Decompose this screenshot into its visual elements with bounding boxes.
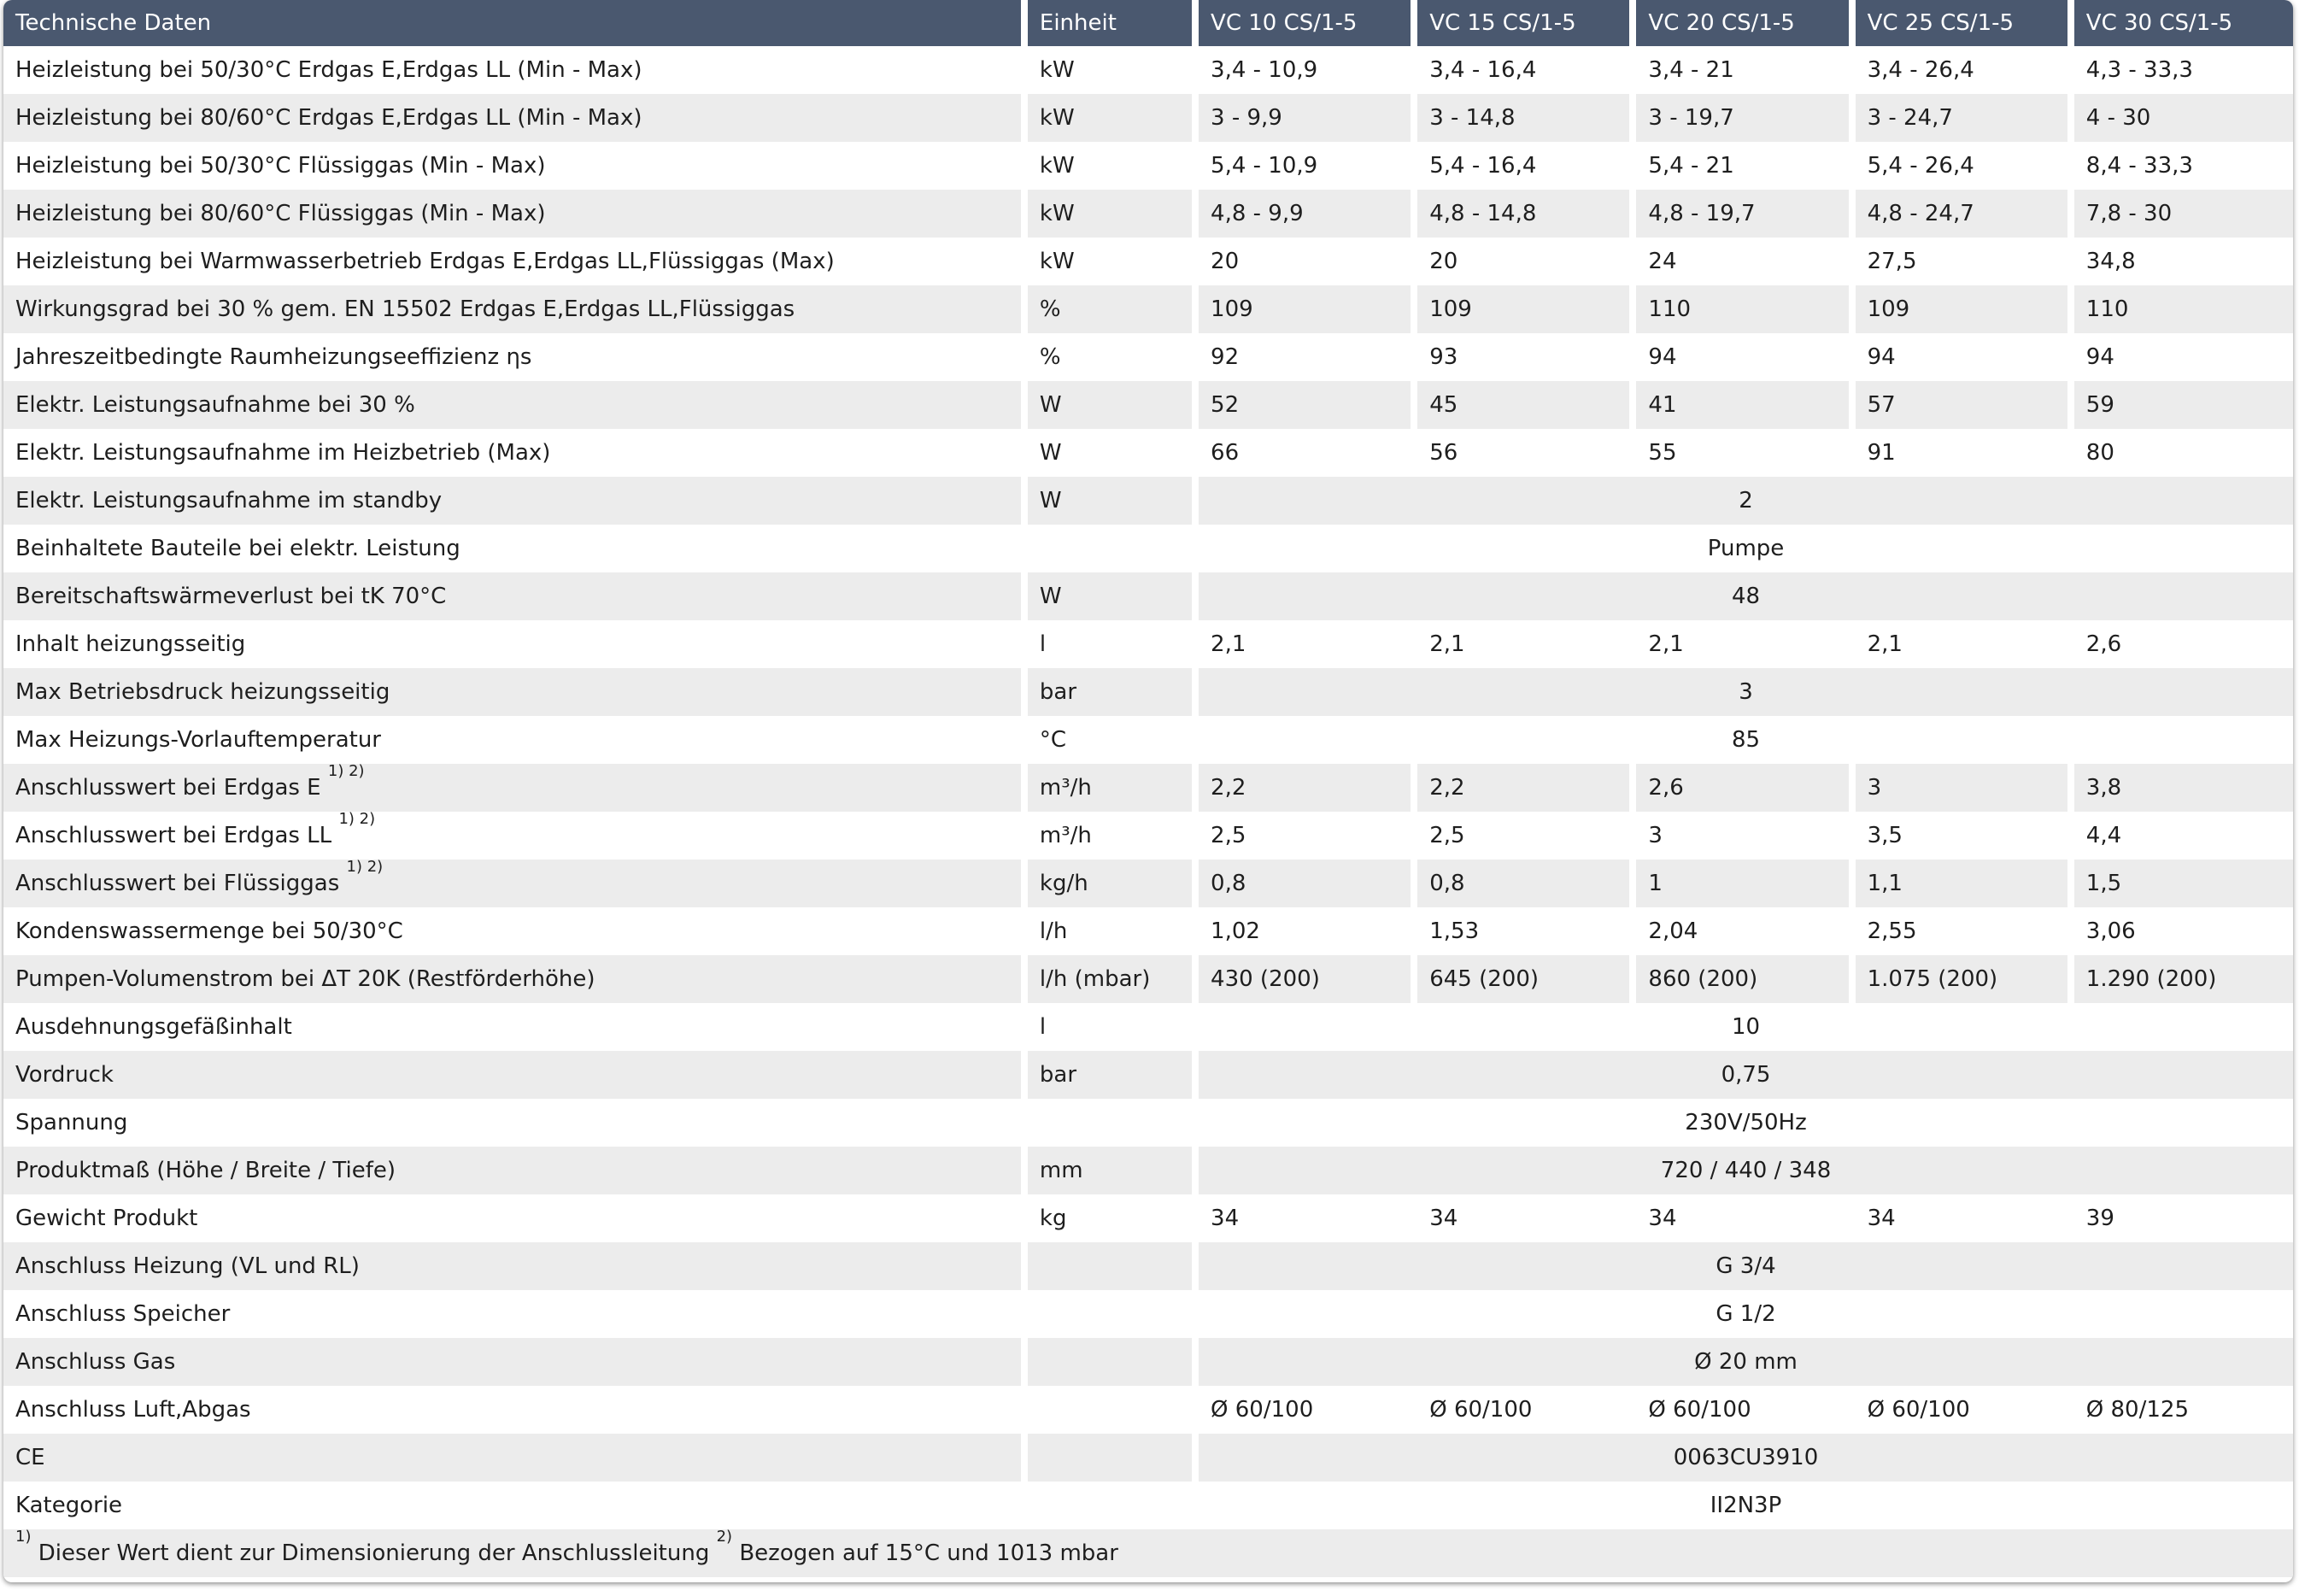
row-value: 3 - 9,9 xyxy=(1199,94,1417,142)
row-unit: l/h (mbar) xyxy=(1028,955,1199,1003)
row-value: 94 xyxy=(1856,333,2074,381)
row-label-cell xyxy=(3,1099,1028,1147)
row-label: CE xyxy=(15,1445,45,1470)
table-row xyxy=(3,525,2293,572)
row-value: 1.075 (200) xyxy=(1856,955,2074,1003)
row-value: 39 xyxy=(2074,1194,2293,1242)
row-value: 5,4 - 21 xyxy=(1636,142,1855,190)
table-row xyxy=(3,860,2293,907)
row-unit: m³/h xyxy=(1028,764,1199,812)
table-row xyxy=(3,1482,2293,1529)
row-value: 34,8 xyxy=(2074,238,2293,285)
row-value-merged: 48 xyxy=(1199,572,2293,620)
row-value: 3,06 xyxy=(2074,907,2293,955)
row-label: Elektr. Leistungsaufnahme im standby xyxy=(15,488,443,513)
table-row xyxy=(3,142,2293,190)
row-label: Kondenswassermenge bei 50/30°C xyxy=(15,918,403,944)
row-value: 94 xyxy=(2074,333,2293,381)
row-value: 55 xyxy=(1636,429,1855,477)
technical-data-sheet xyxy=(3,0,2293,1582)
row-label: Gewicht Produkt xyxy=(15,1206,198,1231)
row-value: 1,5 xyxy=(2074,860,2293,907)
row-value: 645 (200) xyxy=(1417,955,1636,1003)
row-value: 2,55 xyxy=(1856,907,2074,955)
table-row xyxy=(3,238,2293,285)
row-unit: l xyxy=(1028,620,1199,668)
row-value: 45 xyxy=(1417,381,1636,429)
row-label: Heizleistung bei 50/30°C Erdgas E,Erdgas LL (Min - Max) xyxy=(15,57,642,83)
row-value: Ø 60/100 xyxy=(1417,1386,1636,1434)
row-value: 1.290 (200) xyxy=(2074,955,2293,1003)
row-value: 7,8 - 30 xyxy=(2074,190,2293,238)
header-row xyxy=(3,0,2293,46)
row-label: Produktmaß (Höhe / Breite / Tiefe) xyxy=(15,1158,396,1183)
row-label-cell xyxy=(3,285,1028,333)
table-row xyxy=(3,190,2293,238)
row-label-cell xyxy=(3,1242,1028,1290)
row-value: 24 xyxy=(1636,238,1855,285)
row-label-cell xyxy=(3,1482,1028,1529)
row-unit: mm xyxy=(1028,1147,1199,1194)
row-value: 109 xyxy=(1199,285,1417,333)
row-value: 2,1 xyxy=(1856,620,2074,668)
row-label-cell xyxy=(3,764,1028,812)
row-value: 41 xyxy=(1636,381,1855,429)
row-label-cell xyxy=(3,238,1028,285)
row-label-cell xyxy=(3,142,1028,190)
footnote-text: Dieser Wert dient zur Dimensionierung der Anschlussleitung xyxy=(31,1540,717,1566)
row-unit: W xyxy=(1028,572,1199,620)
row-unit: W xyxy=(1028,429,1199,477)
row-value-merged: G 1/2 xyxy=(1199,1290,2293,1338)
footnote-sup: 1) xyxy=(15,1529,32,1546)
row-value: 1,1 xyxy=(1856,860,2074,907)
row-label-cell xyxy=(3,572,1028,620)
row-label: Spannung xyxy=(15,1110,128,1135)
row-label: Heizleistung bei 80/60°C Flüssiggas (Min - Max) xyxy=(15,201,546,226)
row-value: 34 xyxy=(1417,1194,1636,1242)
row-value: 93 xyxy=(1417,333,1636,381)
row-value: 3 - 14,8 xyxy=(1417,94,1636,142)
row-unit: kW xyxy=(1028,142,1199,190)
table-row xyxy=(3,1290,2293,1338)
row-value-merged: 0063CU3910 xyxy=(1199,1434,2293,1482)
row-label: Elektr. Leistungsaufnahme im Heizbetrieb (Max) xyxy=(15,440,551,466)
table-row xyxy=(3,1338,2293,1386)
footnote xyxy=(3,1529,2293,1577)
row-label-cell xyxy=(3,955,1028,1003)
row-unit: kg xyxy=(1028,1194,1199,1242)
table-row xyxy=(3,1386,2293,1434)
row-value: 2,1 xyxy=(1417,620,1636,668)
table-row xyxy=(3,716,2293,764)
row-unit: % xyxy=(1028,285,1199,333)
row-value: 1,02 xyxy=(1199,907,1417,955)
row-value: 4 - 30 xyxy=(2074,94,2293,142)
row-value: 2,1 xyxy=(1636,620,1855,668)
table-row xyxy=(3,907,2293,955)
row-value: 92 xyxy=(1199,333,1417,381)
row-value: 1 xyxy=(1636,860,1855,907)
row-value-merged: 85 xyxy=(1199,716,2293,764)
row-label-footnote-ref: 1) 2) xyxy=(346,860,384,876)
row-value: 3,4 - 10,9 xyxy=(1199,46,1417,94)
row-unit: kW xyxy=(1028,46,1199,94)
table-row xyxy=(3,668,2293,716)
row-value: Ø 60/100 xyxy=(1199,1386,1417,1434)
row-value-merged: G 3/4 xyxy=(1199,1242,2293,1290)
footnote-row xyxy=(3,1529,2293,1577)
row-label: Ausdehnungsgefäßinhalt xyxy=(15,1014,292,1040)
row-value: 3 xyxy=(1856,764,2074,812)
row-label-cell xyxy=(3,1338,1028,1386)
table-row xyxy=(3,333,2293,381)
row-value: 4,8 - 24,7 xyxy=(1856,190,2074,238)
row-label-cell xyxy=(3,94,1028,142)
table-row xyxy=(3,572,2293,620)
row-unit: kW xyxy=(1028,190,1199,238)
row-unit xyxy=(1028,525,1199,572)
row-label: Anschluss Luft,Abgas xyxy=(15,1397,251,1423)
row-label-cell xyxy=(3,190,1028,238)
row-label: Anschlusswert bei Flüssiggas xyxy=(15,871,340,896)
row-value: 4,8 - 14,8 xyxy=(1417,190,1636,238)
row-value: 94 xyxy=(1636,333,1855,381)
row-value: Ø 60/100 xyxy=(1636,1386,1855,1434)
row-value: 2,1 xyxy=(1199,620,1417,668)
row-label-cell xyxy=(3,1290,1028,1338)
row-value: 2,2 xyxy=(1199,764,1417,812)
row-unit: °C xyxy=(1028,716,1199,764)
row-unit xyxy=(1028,1242,1199,1290)
row-unit: kW xyxy=(1028,238,1199,285)
row-value: 27,5 xyxy=(1856,238,2074,285)
row-value: 20 xyxy=(1199,238,1417,285)
row-value-merged: 720 / 440 / 348 xyxy=(1199,1147,2293,1194)
row-value: 110 xyxy=(2074,285,2293,333)
row-unit: bar xyxy=(1028,1051,1199,1099)
row-value: 2,6 xyxy=(2074,620,2293,668)
row-value: 4,8 - 19,7 xyxy=(1636,190,1855,238)
row-label: Pumpen-Volumenstrom bei ΔT 20K (Restförderhöhe) xyxy=(15,966,595,992)
row-label: Anschluss Gas xyxy=(15,1349,176,1375)
table-row xyxy=(3,955,2293,1003)
row-value: 34 xyxy=(1856,1194,2074,1242)
table-row xyxy=(3,764,2293,812)
row-value: 0,8 xyxy=(1417,860,1636,907)
row-label-cell xyxy=(3,907,1028,955)
row-label: Anschluss Speicher xyxy=(15,1301,231,1327)
row-label-cell xyxy=(3,812,1028,860)
row-value-merged: Pumpe xyxy=(1199,525,2293,572)
row-value: 80 xyxy=(2074,429,2293,477)
row-unit xyxy=(1028,1434,1199,1482)
header-model: VC 20 CS/1-5 xyxy=(1636,0,1855,46)
row-label: Wirkungsgrad bei 30 % gem. EN 15502 Erdgas E,Erdgas LL,Flüssiggas xyxy=(15,296,795,322)
row-value-merged: Ø 20 mm xyxy=(1199,1338,2293,1386)
row-unit xyxy=(1028,1290,1199,1338)
table-row xyxy=(3,381,2293,429)
row-value: 2,04 xyxy=(1636,907,1855,955)
table-row xyxy=(3,1147,2293,1194)
row-label: Elektr. Leistungsaufnahme bei 30 % xyxy=(15,392,415,418)
row-label-cell xyxy=(3,1003,1028,1051)
row-value: 2,2 xyxy=(1417,764,1636,812)
row-value: 3,4 - 16,4 xyxy=(1417,46,1636,94)
row-label-footnote-ref: 1) 2) xyxy=(327,764,365,780)
row-value: 3 - 19,7 xyxy=(1636,94,1855,142)
row-value-merged: II2N3P xyxy=(1199,1482,2293,1529)
row-value: 34 xyxy=(1636,1194,1855,1242)
row-label: Heizleistung bei 80/60°C Erdgas E,Erdgas LL (Min - Max) xyxy=(15,105,642,131)
table-row xyxy=(3,94,2293,142)
row-label-footnote-ref: 1) 2) xyxy=(338,812,376,828)
row-unit xyxy=(1028,1099,1199,1147)
header-label: Technische Daten xyxy=(3,0,1028,46)
row-label-cell xyxy=(3,381,1028,429)
table-row xyxy=(3,285,2293,333)
row-value: 91 xyxy=(1856,429,2074,477)
row-value: 2,5 xyxy=(1199,812,1417,860)
row-value: 57 xyxy=(1856,381,2074,429)
row-label-cell xyxy=(3,333,1028,381)
table-row xyxy=(3,46,2293,94)
footnote-text: Bezogen auf 15°C und 1013 mbar xyxy=(732,1540,1118,1566)
table-row xyxy=(3,429,2293,477)
row-value: 2,6 xyxy=(1636,764,1855,812)
row-value: 1,53 xyxy=(1417,907,1636,955)
row-label-cell xyxy=(3,525,1028,572)
header-unit: Einheit xyxy=(1028,0,1199,46)
table-row xyxy=(3,1099,2293,1147)
row-value: 4,8 - 9,9 xyxy=(1199,190,1417,238)
table-row xyxy=(3,1003,2293,1051)
table-row xyxy=(3,812,2293,860)
row-label: Beinhaltete Bauteile bei elektr. Leistung xyxy=(15,536,460,561)
row-label: Anschlusswert bei Erdgas LL xyxy=(15,823,332,848)
header-model: VC 15 CS/1-5 xyxy=(1417,0,1636,46)
row-value: 109 xyxy=(1417,285,1636,333)
row-unit: W xyxy=(1028,381,1199,429)
row-label: Anschlusswert bei Erdgas E xyxy=(15,775,321,801)
row-unit xyxy=(1028,1482,1199,1529)
row-value: Ø 80/125 xyxy=(2074,1386,2293,1434)
row-value: 2,5 xyxy=(1417,812,1636,860)
row-value: 5,4 - 16,4 xyxy=(1417,142,1636,190)
row-label: Inhalt heizungsseitig xyxy=(15,631,246,657)
row-value: 5,4 - 26,4 xyxy=(1856,142,2074,190)
row-label-cell xyxy=(3,668,1028,716)
row-value: 4,3 - 33,3 xyxy=(2074,46,2293,94)
row-label: Max Betriebsdruck heizungsseitig xyxy=(15,679,390,705)
row-label-cell xyxy=(3,860,1028,907)
row-unit: W xyxy=(1028,477,1199,525)
row-value: 59 xyxy=(2074,381,2293,429)
row-label: Bereitschaftswärmeverlust bei tK 70°C xyxy=(15,584,447,609)
row-label-cell xyxy=(3,429,1028,477)
row-unit: bar xyxy=(1028,668,1199,716)
row-value: 56 xyxy=(1417,429,1636,477)
row-value: 3 xyxy=(1636,812,1855,860)
footnote-sup: 2) xyxy=(716,1529,733,1546)
row-label-cell xyxy=(3,477,1028,525)
row-value: 34 xyxy=(1199,1194,1417,1242)
row-unit: kg/h xyxy=(1028,860,1199,907)
row-value: 860 (200) xyxy=(1636,955,1855,1003)
row-value: 52 xyxy=(1199,381,1417,429)
row-label: Max Heizungs-Vorlauftemperatur xyxy=(15,727,381,753)
row-label-cell xyxy=(3,1434,1028,1482)
row-label-cell xyxy=(3,716,1028,764)
row-value: 110 xyxy=(1636,285,1855,333)
table-row xyxy=(3,477,2293,525)
row-value: 0,8 xyxy=(1199,860,1417,907)
row-value: Ø 60/100 xyxy=(1856,1386,2074,1434)
row-value: 3,5 xyxy=(1856,812,2074,860)
header-model: VC 25 CS/1-5 xyxy=(1856,0,2074,46)
header-model: VC 30 CS/1-5 xyxy=(2074,0,2293,46)
row-label: Kategorie xyxy=(15,1493,123,1518)
row-unit: l xyxy=(1028,1003,1199,1051)
row-value: 3,4 - 21 xyxy=(1636,46,1855,94)
row-value-merged: 10 xyxy=(1199,1003,2293,1051)
row-label: Heizleistung bei 50/30°C Flüssiggas (Min - Max) xyxy=(15,153,546,179)
row-label-cell xyxy=(3,46,1028,94)
row-label-cell xyxy=(3,1386,1028,1434)
row-label: Anschluss Heizung (VL und RL) xyxy=(15,1253,360,1279)
row-label-cell xyxy=(3,1194,1028,1242)
row-value: 4,4 xyxy=(2074,812,2293,860)
row-value-merged: 3 xyxy=(1199,668,2293,716)
table-row xyxy=(3,620,2293,668)
row-value: 109 xyxy=(1856,285,2074,333)
row-value-merged: 230V/50Hz xyxy=(1199,1099,2293,1147)
table-row xyxy=(3,1242,2293,1290)
table-row xyxy=(3,1434,2293,1482)
technical-data-table xyxy=(3,0,2293,1577)
row-value-merged: 2 xyxy=(1199,477,2293,525)
table-row xyxy=(3,1051,2293,1099)
row-value: 5,4 - 10,9 xyxy=(1199,142,1417,190)
row-label: Jahreszeitbedingte Raumheizungseeffizienz ηs xyxy=(15,344,532,370)
row-label-cell xyxy=(3,620,1028,668)
row-label: Vordruck xyxy=(15,1062,114,1088)
row-value-merged: 0,75 xyxy=(1199,1051,2293,1099)
row-label-cell xyxy=(3,1147,1028,1194)
row-value: 430 (200) xyxy=(1199,955,1417,1003)
row-unit: kW xyxy=(1028,94,1199,142)
row-label-cell xyxy=(3,1051,1028,1099)
row-value: 20 xyxy=(1417,238,1636,285)
row-value: 66 xyxy=(1199,429,1417,477)
table-body xyxy=(3,46,2293,1529)
table-row xyxy=(3,1194,2293,1242)
row-unit: l/h xyxy=(1028,907,1199,955)
row-value: 3 - 24,7 xyxy=(1856,94,2074,142)
row-value: 3,4 - 26,4 xyxy=(1856,46,2074,94)
row-label: Heizleistung bei Warmwasserbetrieb Erdgas E,Erdgas LL,Flüssiggas (Max) xyxy=(15,249,835,274)
row-unit: % xyxy=(1028,333,1199,381)
row-unit xyxy=(1028,1386,1199,1434)
row-unit xyxy=(1028,1338,1199,1386)
row-value: 8,4 - 33,3 xyxy=(2074,142,2293,190)
row-unit: m³/h xyxy=(1028,812,1199,860)
row-value: 3,8 xyxy=(2074,764,2293,812)
header-model: VC 10 CS/1-5 xyxy=(1199,0,1417,46)
